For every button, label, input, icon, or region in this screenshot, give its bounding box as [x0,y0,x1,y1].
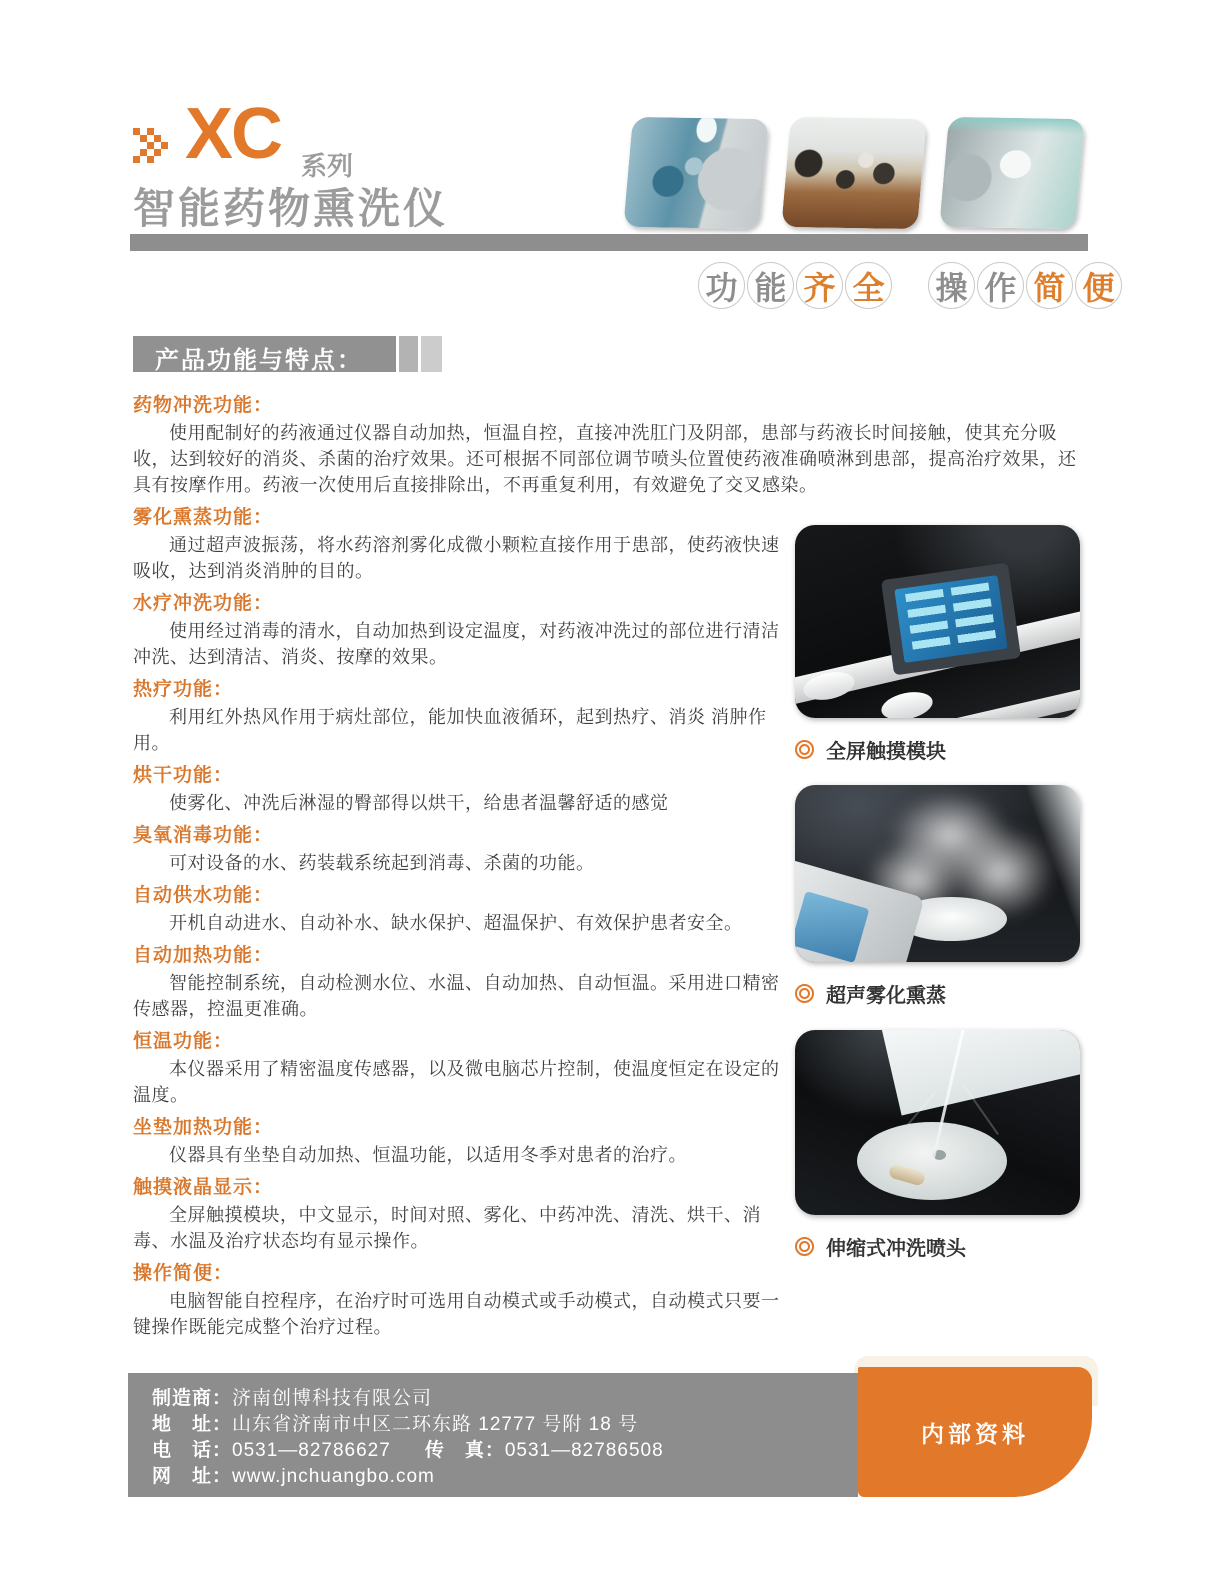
feature-body: 电脑智能自控程序，在治疗时可选用自动模式或手动模式，自动模式只要一键操作既能完成整个治疗过程。 [133,1291,780,1337]
tagline-group-1 [698,262,892,309]
footer-value: www.jnchuangbo.com [232,1466,435,1487]
tagline-char: 作 [977,262,1024,309]
seat-edge [876,1030,1080,1116]
feature-heat-therapy [133,679,788,756]
figure-ultrasonic-steam [795,785,1080,1008]
feature-heading: 触摸液晶显示： [133,1177,274,1198]
photo-caption [795,1232,1080,1261]
tagline [698,262,1122,309]
feature-body: 智能控制系统，自动检测水位、水温、自动加热、自动恒温。采用进口精密传感器，控温更准确。 [133,973,780,1019]
footer-manufacturer [152,1386,858,1412]
steam-mist [945,825,1055,920]
lcd-screen [894,575,1007,663]
screen-bezel [881,563,1021,676]
feature-easy-operation [133,1263,788,1340]
feature-body: 利用红外热风作用于病灶部位，能加快血液循环，起到热疗、消炎 消肿作用。 [133,707,767,753]
photo-ultrasonic-fumigation [795,785,1080,962]
section-header [133,336,442,372]
device-button [879,688,935,718]
page-title: 智能药物熏洗仪 [133,185,449,232]
feature-body: 可对设备的水、药装载系统起到消毒、杀菌的功能。 [169,853,595,873]
section-header-square-1 [399,336,418,372]
feature-heading: 热疗功能： [133,679,234,700]
feature-body: 使用配制好的药液通过仪器自动加热，恒温自控，直接冲洗肛门及阴部，患部与药液长时间接触，使其充分吸收，达到较好的消炎、杀菌的治疗效果。还可根据不同部位调节喷头位置使药液准确喷淋到患部，提高治疗效果，还具有按摩作用。药液一次使用后直接排除出，不再重复利用，有效避免了交叉感染。 [133,423,1077,495]
header-photo-strip [628,118,1080,228]
footer-website [152,1464,858,1490]
feature-body: 全屏触摸模块，中文显示，时间对照、雾化、中药冲洗、清洗、烘干、消毒、水温及治疗状态均有显示操作。 [133,1205,761,1251]
feature-body: 通过超声波振荡，将水药溶剂雾化成微小颗粒直接作用于患部，使药液快速吸收，达到消炎消肿的目的。 [133,535,780,581]
feature-ozone-disinfection [133,825,788,876]
footer-address [152,1412,858,1438]
feature-constant-temperature [133,1031,788,1108]
brand-block [133,94,553,186]
tagline-group-2 [928,262,1122,309]
feature-heading: 操作简便： [133,1263,234,1284]
footer-value: 山东省济南市中区二环东路 12777 号附 18 号 [232,1414,639,1435]
footer-company-info [128,1373,858,1497]
footer-value: 0531—82786627 [232,1440,391,1461]
double-chevron-icon [133,128,179,166]
badge-text: 内部资料 [921,1420,1029,1447]
feature-heading: 恒温功能： [133,1031,234,1052]
nozzle-tip [888,1163,926,1186]
feature-body: 开机自动进水、自动补水、缺水保护、超温保护、有效保护患者安全。 [169,913,743,933]
tagline-char: 全 [845,262,892,309]
ring-bullet-icon [795,984,814,1003]
feature-heading: 雾化熏蒸功能： [133,507,274,528]
header-divider-bar [130,234,1088,251]
caption-text: 伸缩式冲洗喷头 [826,1238,966,1260]
feature-heading: 臭氧消毒功能： [133,825,274,846]
feature-heading: 水疗冲洗功能： [133,593,274,614]
photo-caption [795,735,1080,764]
feature-heading: 坐垫加热功能： [133,1117,274,1138]
footer-label: 电 话： [152,1440,233,1461]
feature-medicine-rinse [133,395,1090,498]
tagline-char: 功 [698,262,745,309]
tagline-char: 能 [747,262,794,309]
footer-value: 0531—82786508 [504,1440,664,1461]
footer-label: 网 址： [152,1466,233,1487]
series-suffix: 系列 [301,151,354,181]
feature-body: 使雾化、冲洗后淋湿的臀部得以烘干，给患者温馨舒适的感觉 [169,793,669,813]
feature-body: 本仪器采用了精密温度传感器，以及微电脑芯片控制，使温度恒定在设定的温度。 [133,1059,780,1105]
photo-retractable-nozzle [795,1030,1080,1215]
photo-touch-screen-module [795,525,1080,718]
feature-heading: 自动加热功能： [133,945,274,966]
footer-label: 地 址： [152,1414,233,1435]
photo-operating-room [623,117,768,229]
footer-label: 传 真： [424,1440,505,1461]
section-header-square-2 [421,336,442,372]
footer-value: 济南创博科技有限公司 [232,1388,433,1409]
console-screen [795,891,869,962]
feature-touch-lcd [133,1177,788,1254]
feature-heading: 烘干功能： [133,765,234,786]
feature-body: 使用经过消毒的清水，自动加热到设定温度，对药液冲洗过的部位进行清洁冲洗、达到清洁、消炎、按摩的效果。 [133,621,780,667]
feature-drying [133,765,788,816]
caption-text: 超声雾化熏蒸 [826,985,946,1007]
tagline-char: 便 [1075,262,1122,309]
tagline-char: 简 [1026,262,1073,309]
internal-material-badge [858,1367,1092,1497]
feature-heading: 药物冲洗功能： [133,395,274,416]
feature-heading: 自动供水功能： [133,885,274,906]
feature-auto-heating [133,945,788,1022]
ring-bullet-icon [795,1237,814,1256]
figure-spray-nozzle [795,1030,1080,1261]
footer-label: 制造商： [152,1388,233,1409]
feature-seat-heating [133,1117,788,1168]
tagline-char: 齐 [796,262,843,309]
lcd-button-column [951,582,997,649]
feature-body: 仪器具有坐垫自动加热、恒温功能，以适用冬季对患者的治疗。 [169,1145,687,1165]
figure-touch-module [795,525,1080,764]
section-title: 产品功能与特点： [133,336,396,372]
ring-bullet-icon [795,740,814,759]
photo-caption [795,979,1080,1008]
logo-line [133,94,553,186]
series-logo: XC [185,94,282,174]
photo-cleanroom-lab [939,117,1084,229]
lcd-button-column [905,589,951,656]
photo-business-meeting [781,117,926,229]
feature-atomize-fumigation [133,507,788,584]
tagline-char: 操 [928,262,975,309]
feature-auto-water-supply [133,885,788,936]
footer-phone-fax [152,1438,858,1464]
caption-text: 全屏触摸模块 [826,741,946,763]
feature-hydrotherapy-rinse [133,593,788,670]
